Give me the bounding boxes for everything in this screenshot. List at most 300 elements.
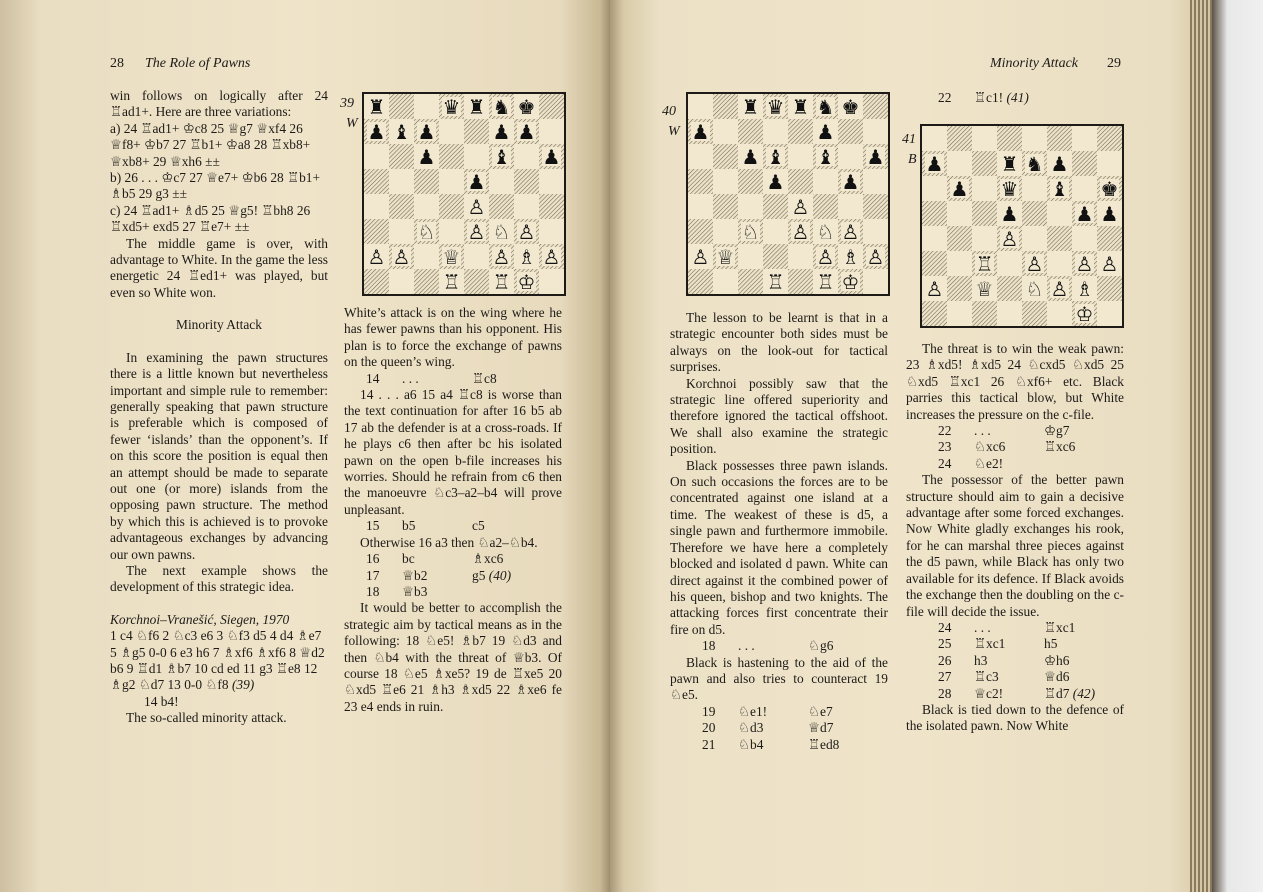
square-a3 [688,219,713,244]
square-b7 [947,151,972,176]
square-e6 [1022,176,1047,201]
diagram-side: W [346,116,358,131]
black-move: ♘g6 [808,638,834,654]
square-d7 [439,119,464,144]
chess-piece-g8: ♚ [841,95,860,119]
chess-piece-c3: ♖ [975,252,994,276]
square-b3 [389,219,414,244]
move-number: 21 [702,736,716,752]
square-b8 [389,94,414,119]
chess-diagram-41 [920,124,1124,328]
chess-piece-f3: ♘ [816,220,835,244]
square-c5 [972,201,997,226]
white-move: . . . [974,619,991,635]
chess-piece-h2: ♙ [866,245,885,269]
square-d4 [439,194,464,219]
square-c4 [738,194,763,219]
chess-diagram-40 [686,92,890,296]
square-g4 [1072,226,1097,251]
square-c7 [738,119,763,144]
white-move: . . . [738,638,755,654]
white-move: ♕b2 [402,567,428,583]
square-h1 [539,269,564,294]
black-move: h5 [1044,636,1058,652]
chess-piece-g2: ♗ [517,245,536,269]
square-b4 [389,194,414,219]
square-h5 [539,169,564,194]
square-h4 [539,194,564,219]
diagram-ref: (41) [1006,90,1029,105]
square-g6 [514,144,539,169]
move-number: 28 [938,685,952,701]
square-a6 [688,144,713,169]
chess-piece-c6: ♟ [417,145,436,169]
chess-piece-f6: ♝ [1050,177,1069,201]
square-g5 [514,169,539,194]
paragraph: In examining the pawn structures there is a little known but nevertheless important and simple rule to remember: generally speaking that pawn structure is preferable which is composed of fewer ‘islands’ than the opponent’s. If on this score the position is equal then an attempt should be made to separate out one (or more) islands from the opposing pawn structure. The method by which this is achieved is to provoke advantageous exchanges by advancing our own pawns. [110,349,328,562]
chess-piece-g1: ♔ [517,270,536,294]
chess-piece-h6: ♚ [1100,177,1119,201]
square-e5 [1022,201,1047,226]
move-line [344,551,562,567]
chess-piece-c3: ♘ [741,220,760,244]
move-number: 25 [938,636,952,652]
white-move [974,90,1044,106]
square-b1 [713,269,738,294]
chess-piece-f7: ♟ [816,120,835,144]
chess-piece-e3: ♙ [1025,252,1044,276]
page-number-left: 28 [110,56,124,71]
square-d3 [439,219,464,244]
square-c1 [414,269,439,294]
square-b1 [389,269,414,294]
chess-piece-a2: ♙ [691,245,710,269]
paragraph: The possessor of the better pawn structure should aim to gain a decisive advantage after some forced exchanges. Now White gladly exchanges his rook, for he can marshal three pieces against the d5 pawn, while Black has only two available for its defence. If Black avoids the exchange then the doubling on the c-file will decide the issue. [906,472,1124,619]
move-number: 26 [938,652,952,668]
chess-piece-c2: ♕ [975,277,994,301]
chess-piece-f2: ♙ [816,245,835,269]
black-move: ♔g7 [1044,423,1070,439]
black-move: ♖c8 [472,370,497,386]
chess-piece-f8: ♞ [816,95,835,119]
chess-piece-f2: ♙ [1050,277,1069,301]
move-line [906,456,1124,472]
white-move: ♘e1! [738,703,768,719]
chess-piece-a7: ♟ [691,120,710,144]
move-number: 24 [938,455,952,471]
move-line [670,720,888,736]
move-number: 23 [938,439,952,455]
black-move: ♘e7 [808,703,833,719]
chess-piece-g2: ♗ [841,245,860,269]
square-e1 [1022,301,1047,326]
square-h4 [863,194,888,219]
square-e8 [1022,126,1047,151]
square-a1 [364,269,389,294]
square-c1 [738,269,763,294]
chess-piece-d8: ♛ [766,95,785,119]
chess-piece-d6: ♛ [1000,177,1019,201]
move-line [906,90,1124,106]
square-a1 [922,301,947,326]
chess-piece-e3: ♙ [467,220,486,244]
move-line [906,636,1124,652]
square-a5 [364,169,389,194]
white-move: ♖xc1 [974,636,1006,652]
chess-piece-f2: ♙ [492,245,511,269]
chess-piece-e3: ♙ [791,220,810,244]
paragraph: Korchnoi possibly saw that the strategic line offered superiority and therefore ignored the tactical offshoot. We shall also examine the strategic position. [670,375,888,457]
chess-piece-a8: ♜ [367,95,386,119]
white-move: ♘xc6 [974,439,1006,455]
paragraph: win follows on logically after 24 ♖ad1+. Here are three variations: [110,88,328,120]
variation-b: b) 26 . . . ♔c7 27 ♕e7+ ♔b6 28 ♖b1+ ♗b5 29 g3 ±± [110,170,321,202]
chess-piece-c6: ♟ [741,145,760,169]
move-line [906,423,1124,439]
square-a3 [364,219,389,244]
black-move-text: g5 [472,567,486,583]
chess-piece-b2: ♕ [716,245,735,269]
chess-piece-g7: ♟ [517,120,536,144]
chess-piece-a7: ♟ [367,120,386,144]
paragraph: The lesson to be learnt is that in a strategic encounter both sides must be always on the look-out for tactical surprises. [670,310,888,375]
square-d4 [763,194,788,219]
move-line [670,737,888,753]
square-e7 [464,119,489,144]
diagram-number: 41 [902,132,916,147]
square-c8 [972,126,997,151]
black-move: ♖ed8 [808,736,840,752]
square-e2 [788,244,813,269]
square-c4 [972,226,997,251]
chess-piece-d8: ♛ [442,95,461,119]
diagram-side: W [668,124,680,139]
square-d3 [997,251,1022,276]
left-col-2 [344,305,562,715]
right-page [610,0,1202,892]
chess-piece-g5: ♟ [841,170,860,194]
square-h8 [539,94,564,119]
move-number: 19 [702,703,716,719]
square-g6 [1072,176,1097,201]
square-b5 [389,169,414,194]
move-line [344,371,562,387]
square-e6 [788,144,813,169]
paragraph: White’s attack is on the wing where he has fewer pawns than his opponent. His plan is to force the exchange of pawns on the queen’s wing. [344,305,562,370]
chess-piece-g1: ♔ [1075,302,1094,326]
square-h2 [1097,276,1122,301]
variation-a: a) 24 ♖ad1+ ♔c8 25 ♕g7 ♕xf4 26 ♕f8+ ♔b7 27 ♖b1+ ♔a8 28 ♖xb8+ ♕xb8+ 29 ♕xh6 ±± [110,120,311,169]
right-col-2 [906,341,1124,735]
section-heading: Minority Attack [176,317,262,333]
square-e1 [788,269,813,294]
move-number: 14 [366,370,380,386]
square-a5 [688,169,713,194]
square-b1 [947,301,972,326]
chess-piece-g5: ♟ [1075,202,1094,226]
chess-piece-e4: ♙ [467,195,486,219]
white-move-text: ♖c1! [974,90,1004,105]
square-b5 [713,169,738,194]
chess-piece-a2: ♙ [925,277,944,301]
white-move: bc [402,551,415,567]
square-a4 [922,226,947,251]
move-number: 27 [938,669,952,685]
move-number: 18 [366,583,380,599]
square-b6 [713,144,738,169]
white-move: b5 [402,518,416,534]
board-svg [688,94,888,294]
square-f4 [489,194,514,219]
square-e7 [788,119,813,144]
move-number: 15 [366,518,380,534]
square-g8 [1072,126,1097,151]
square-a5 [922,201,947,226]
square-h4 [1097,226,1122,251]
chess-piece-f6: ♝ [492,145,511,169]
square-b3 [713,219,738,244]
board-svg [922,126,1122,326]
chess-piece-d2: ♕ [442,245,461,269]
chess-piece-b2: ♙ [392,245,411,269]
running-head-right: Minority Attack [990,56,1078,71]
white-move: ♖c3 [974,669,999,685]
square-b8 [713,94,738,119]
square-a4 [688,194,713,219]
game-moves-text: 1 c4 ♘f6 2 ♘c3 e6 3 ♘f3 d5 4 d4 ♗e7 5 ♗g5 0-0 6 e3 h6 7 ♗xf6 ♗xf6 8 ♕d2 b6 9 ♖d1 ♗b7 10 cd ed 11 g3 ♖e8 12 ♗g2 ♘d7 13 0-0 ♘f8 [110,628,325,693]
chess-piece-f7: ♟ [492,120,511,144]
diagram-side: B [908,152,917,167]
square-c5 [414,169,439,194]
chess-piece-d7: ♜ [1000,152,1019,176]
square-g7 [838,119,863,144]
diagram-ref: (39) [231,677,255,693]
chess-piece-a2: ♙ [367,245,386,269]
white-move: . . . [402,370,419,386]
chess-piece-g1: ♔ [841,270,860,294]
running-head-left: The Role of Pawns [145,56,251,71]
paragraph: The middle game is over, with advantage to White. In the game the less energetic 24 ♖ed1+ was played, but even so White won. [110,235,328,300]
paragraph: Black possesses three pawn islands. On such occasions the forces are to be concentrated against one island at a time. The weakest of these is d5, a single pawn and furthermore immobile. Therefore we have here a completely blocked and isolated d pawn. White can direct against it the combined power of his queen, bishop and two knights. The attacking forces first concentrate their fire on d5. [670,457,888,637]
move-number: 20 [702,720,716,736]
paragraph: The next example shows the development of this strategic idea. [110,562,328,595]
chess-piece-h2: ♙ [542,245,561,269]
square-d2 [763,244,788,269]
board-svg [364,94,564,294]
move-line: 14 b4! [144,693,179,709]
chess-piece-g3: ♙ [1075,252,1094,276]
right-col-1 [670,310,888,753]
square-b3 [947,251,972,276]
chess-piece-b7: ♝ [392,120,411,144]
black-move [1044,686,1114,702]
game-moves [110,628,328,694]
square-g4 [514,194,539,219]
chess-piece-d1: ♖ [766,270,785,294]
white-move: h3 [974,652,988,668]
square-c7 [972,151,997,176]
black-move: ♕d6 [1044,669,1070,685]
move-line [344,568,562,584]
white-move: ♘d3 [738,720,764,736]
square-d2 [997,276,1022,301]
move-line [906,620,1124,636]
square-h8 [863,94,888,119]
square-e5 [788,169,813,194]
square-g7 [1072,151,1097,176]
chess-piece-f8: ♞ [492,95,511,119]
chess-piece-d5: ♟ [1000,202,1019,226]
chess-piece-h3: ♙ [1100,252,1119,276]
square-h7 [539,119,564,144]
square-d1 [997,301,1022,326]
white-move: ♕b3 [402,583,428,599]
page-number-right: 29 [1107,56,1121,71]
paragraph: It would be better to accomplish the strategic aim by tactical means as in the following: 18 ♘e5! ♗b7 19 ♘d3 and then ♘b4 with the threat of ♕b3. Of course 18 ♘e5 ♗xe5? 19 de ♖xe5 20 ♘xd5 ♖e6 21 ♗h3 ♗xd5 22 ♗xe6 fe 23 e4 ends in ruin. [344,600,562,714]
chess-piece-f3: ♘ [492,220,511,244]
square-d3 [763,219,788,244]
move-number: 22 [938,423,952,439]
square-b2 [947,276,972,301]
square-a8 [688,94,713,119]
chess-piece-c8: ♜ [741,95,760,119]
move-number: 22 [938,90,952,105]
square-f4 [1047,226,1072,251]
chess-piece-g3: ♙ [841,220,860,244]
variation-c: c) 24 ♖ad1+ ♗d5 25 ♕g5! ♖bh8 26 ♖xd5+ exd5 27 ♖e7+ ±± [110,202,311,235]
square-e6 [464,144,489,169]
paragraph: The threat is to win the weak pawn: 23 ♗xd5! ♗xd5 24 ♘cxd5 ♘xd5 25 ♘xd5 ♖xc1 26 ♘xf6+ etc. Black parries this tactical blow, but White increases the pressure on the c-file. [906,341,1124,422]
chess-piece-d5: ♟ [766,170,785,194]
square-g4 [838,194,863,219]
chess-piece-e8: ♜ [791,95,810,119]
square-a8 [922,126,947,151]
square-a6 [922,176,947,201]
chess-piece-h6: ♟ [866,145,885,169]
white-move: . . . [974,423,991,439]
paragraph: Black is hastening to the aid of the pawn and also tries to counteract 19 ♘e5. [670,654,888,703]
paragraph: Otherwise 16 a3 then ♘a2–♘b4. [360,534,538,550]
square-f3 [1047,251,1072,276]
chess-piece-h6: ♟ [542,145,561,169]
black-move: ♖xc6 [1044,439,1076,455]
chess-piece-g3: ♙ [517,220,536,244]
square-c4 [414,194,439,219]
chess-piece-d1: ♖ [442,270,461,294]
square-c6 [972,176,997,201]
square-e1 [464,269,489,294]
chess-piece-e5: ♟ [467,170,486,194]
square-c8 [414,94,439,119]
square-b4 [713,194,738,219]
square-d7 [763,119,788,144]
chess-piece-e2: ♘ [1025,277,1044,301]
square-f8 [1047,126,1072,151]
square-a1 [688,269,713,294]
square-h1 [1097,301,1122,326]
black-move-text: ♖d7 [1044,685,1070,701]
diagram-ref: (42) [1072,685,1096,701]
square-h8 [1097,126,1122,151]
left-col-1 [110,88,328,727]
move-line [906,669,1124,685]
square-d8 [997,126,1022,151]
diagram-number: 40 [662,104,676,119]
square-c1 [972,301,997,326]
move-line [344,518,562,534]
chess-piece-a7: ♟ [925,152,944,176]
square-b5 [947,201,972,226]
diagram-ref: (40) [488,567,512,583]
move-line [670,638,888,654]
move-number: 18 [702,638,716,654]
black-move: ♖xc1 [1044,619,1076,635]
black-move: ♔h6 [1044,652,1070,668]
square-f5 [1047,201,1072,226]
square-b7 [713,119,738,144]
move-line [906,686,1124,702]
black-move [472,568,542,584]
black-move: ♕d7 [808,720,834,736]
black-move: ♗xc6 [472,551,504,567]
white-move: ♕c2! [974,685,1004,701]
move-line [670,704,888,720]
square-g6 [838,144,863,169]
square-a3 [922,251,947,276]
square-c2 [738,244,763,269]
chess-piece-c3: ♘ [417,220,436,244]
square-h3 [863,219,888,244]
square-c5 [738,169,763,194]
chess-piece-g8: ♚ [517,95,536,119]
move-line [344,584,562,600]
square-h5 [863,169,888,194]
chess-piece-h5: ♟ [1100,202,1119,226]
square-a6 [364,144,389,169]
move-line [906,439,1124,455]
chess-piece-b6: ♟ [950,177,969,201]
chess-piece-f1: ♖ [816,270,835,294]
white-move: ♘b4 [738,736,764,752]
square-f5 [489,169,514,194]
square-h3 [539,219,564,244]
chess-piece-f1: ♖ [492,270,511,294]
move-number: 24 [938,619,952,635]
chess-piece-e4: ♙ [791,195,810,219]
square-f5 [813,169,838,194]
square-d6 [439,144,464,169]
diagram-number: 39 [340,96,354,111]
paragraph: 14 . . . a6 15 a4 ♖c8 is worse than the text continuation for after 16 b5 ab 17 ab the defender is at a cross-roads. If he plays c6 then after bc his isolated pawn on the open b-file increases his worries. Should he refrain from c6 then the manoeuvre ♘c3–a2–b4 will prove unpleasant. [344,387,562,517]
square-h7 [1097,151,1122,176]
square-e2 [464,244,489,269]
chess-diagram-39 [362,92,566,296]
square-f4 [813,194,838,219]
chess-piece-f6: ♝ [816,145,835,169]
white-move: ♘e2! [974,455,1004,471]
right-col-2-top [906,90,1124,106]
chess-piece-e8: ♜ [467,95,486,119]
move-number: 16 [366,551,380,567]
paragraph: Black is tied down to the defence of the isolated pawn. Now White [906,701,1124,734]
square-d5 [439,169,464,194]
chess-piece-g2: ♗ [1075,277,1094,301]
square-b6 [389,144,414,169]
square-b8 [947,126,972,151]
paragraph: The so-called minority attack. [126,710,287,726]
square-f1 [1047,301,1072,326]
square-h7 [863,119,888,144]
